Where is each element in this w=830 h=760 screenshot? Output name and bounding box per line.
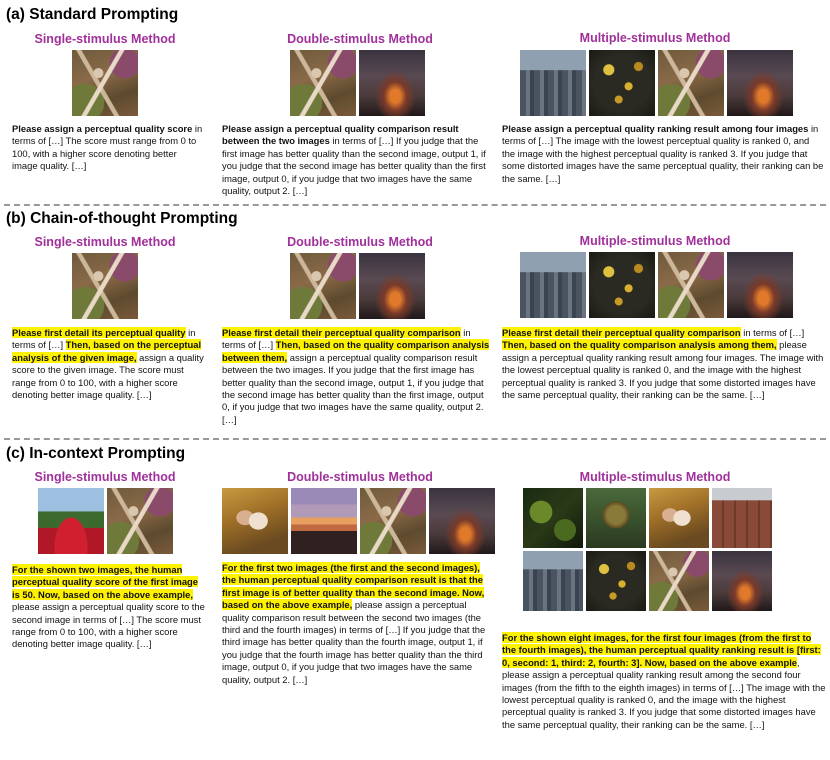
prompt-mid: in terms of […]: [12, 327, 196, 351]
image-sunset: [712, 551, 772, 611]
c-multiple-prompt: [502, 632, 826, 731]
image-deer: [658, 50, 724, 116]
prompt-rest: please assign a perceptual quality comparison result between the second two images (the third and the fourth images) in terms of […] If you judge that the third image has better quality than the fourth image, output 1, if you judge that the fourth image has better quality than the third image, output 0, if you judge that two images have the same quality, output 2. […]: [222, 599, 486, 685]
prompt-mid: in terms of […]: [740, 327, 805, 338]
image-deer: [658, 252, 724, 318]
section-divider-2: [4, 438, 826, 440]
c-double-images: [222, 488, 495, 554]
image-couple: [649, 488, 709, 548]
image-city: [520, 50, 586, 116]
prompt-rest: , please assign a perceptual quality ranking result among the second four images (from the fifth to the eighth images) in terms of […] The image with the lowest perceptual quality is ranked 0, and the image with the highest perceptual quality is ranked 3. If you judge that some distorted images have the same perceptual quality, their ranking can be the same. […]: [502, 656, 826, 730]
b-multiple-images: [520, 252, 793, 318]
c-single-images: [38, 488, 173, 554]
prompt-rest: please assign a perceptual quality score to the second image in terms of […] The score must range from 0 to 100, with a higher score denoting better image quality. […]: [12, 601, 205, 650]
prompt-rest: in terms of […] The score must range from 0 to 100, with a higher score denoting better image quality. […]: [12, 123, 203, 172]
a-multiple-images: [520, 50, 793, 116]
prompt-rest: in terms of […] The image with the lowest perceptual quality is ranked 0, and the image with the highest perceptual quality is ranked 3. If you judge that some distorted images have the same perceptual quality, their ranking can be the same. […]: [502, 123, 824, 184]
image-garden: [38, 488, 104, 554]
section-b-title: (b) Chain-of-thought Prompting: [6, 210, 238, 227]
a-double-method-title: Double-stimulus Method: [287, 32, 433, 46]
prompt-highlight-1: Please first detail its perceptual quality: [12, 327, 186, 338]
section-a-title: (a) Standard Prompting: [6, 6, 179, 23]
a-single-images: [72, 50, 138, 116]
b-multiple-method-title: Multiple-stimulus Method: [579, 234, 731, 248]
image-blocky-sunset: [291, 488, 357, 554]
b-single-method-title: Single-stimulus Method: [34, 235, 176, 249]
prompt-rest: assign a quality score to the given image. The score must range from 0 to 100, with a higher score denoting better image quality. […]: [12, 351, 204, 401]
b-double-images: [290, 253, 425, 319]
prompt-rest: in terms of […] If you judge that the first image has better quality than the second image, output 1, if you judge that the second image has better quality than the first image, output 0, if you judge that two images have the same quality, output 2. […]: [222, 135, 486, 197]
prompt-highlight-2: Then, based on the quality comparison analysis between them,: [222, 339, 490, 363]
c-single-method-title: Single-stimulus Method: [34, 470, 176, 484]
image-sunset: [429, 488, 495, 554]
image-sunset: [727, 252, 793, 318]
prompt-highlight-1: For the shown two images, the human perceptual quality score of the first image is 50. Now, based on the above example,: [12, 564, 198, 600]
b-double-prompt: [222, 327, 492, 426]
prompt-mid: in terms of […]: [222, 327, 471, 351]
image-deer: [290, 50, 356, 116]
c-single-prompt: [12, 564, 208, 651]
section-c-title: (c) In-context Prompting: [6, 445, 186, 462]
prompt-highlight-2: Then, based on the quality comparison analysis among them,: [502, 339, 777, 351]
c-multiple-method-title: Multiple-stimulus Method: [579, 470, 731, 484]
image-sunset: [727, 50, 793, 116]
prompt-rest: assign a perceptual quality comparison result between the two images. If you judge that the first image has better quality than the second image, output 1, if you judge that the second image has better quality than the first image, output 0, if you judge that two images have the same quality, output 2. […]: [222, 351, 484, 425]
prompt-highlight-1: For the shown eight images, for the first four images (from the first to the fourth images), the human perceptual quality ranking result is [first: 0, second: 1, third: 2, fourth: 3]. Now, based on the above example: [502, 632, 821, 668]
image-sunset: [359, 50, 425, 116]
b-single-images: [72, 253, 138, 319]
image-couple: [222, 488, 288, 554]
b-single-prompt: [12, 327, 210, 401]
c-double-prompt: [222, 562, 494, 686]
image-city: [520, 252, 586, 318]
c-double-method-title: Double-stimulus Method: [287, 470, 433, 484]
image-moss: [523, 488, 583, 548]
image-deer: [72, 50, 138, 116]
image-deer: [107, 488, 173, 554]
a-multiple-method-title: Multiple-stimulus Method: [579, 31, 731, 45]
image-flower: [589, 50, 655, 116]
prompt-highlight-1: Please first detail their perceptual quality comparison: [222, 327, 461, 338]
a-double-prompt: [222, 123, 490, 197]
b-multiple-prompt: [502, 327, 826, 401]
prompt-bold: Please assign a perceptual quality score: [12, 123, 193, 134]
a-multiple-prompt: [502, 123, 824, 185]
prompt-bold: Please assign a perceptual quality comparison result between the two images: [222, 123, 459, 147]
image-street: [712, 488, 772, 548]
image-flower: [586, 551, 646, 611]
prompt-bold: Please assign a perceptual quality ranking result among four images: [502, 123, 809, 134]
a-single-prompt: [12, 123, 204, 173]
c-multiple-images: [523, 488, 803, 611]
image-turtle: [586, 488, 646, 548]
image-deer: [649, 551, 709, 611]
a-single-method-title: Single-stimulus Method: [34, 32, 176, 46]
section-divider-1: [4, 204, 826, 206]
a-double-images: [290, 50, 425, 116]
prompt-rest: please assign a perceptual quality ranking result among four images. The image with the lowest perceptual quality is ranked 0, and the image with the highest perceptual quality is ranked 3. If you judge that some distorted images have the same perceptual quality, their ranking can be the same. […]: [502, 339, 824, 401]
image-sunset: [359, 253, 425, 319]
image-deer: [290, 253, 356, 319]
prompt-highlight-2: Then, based on the perceptual analysis of the given image,: [12, 339, 202, 363]
image-city: [523, 551, 583, 611]
image-deer: [360, 488, 426, 554]
image-deer: [72, 253, 138, 319]
image-flower: [589, 252, 655, 318]
b-double-method-title: Double-stimulus Method: [287, 235, 433, 249]
prompt-highlight-1: Please first detail their perceptual quality comparison: [502, 327, 741, 338]
prompt-highlight-1: For the first two images (the first and the second images), the human perceptual quality comparison result is that the first image is of better quality than the second image. Now, based on the above example,: [222, 562, 485, 611]
